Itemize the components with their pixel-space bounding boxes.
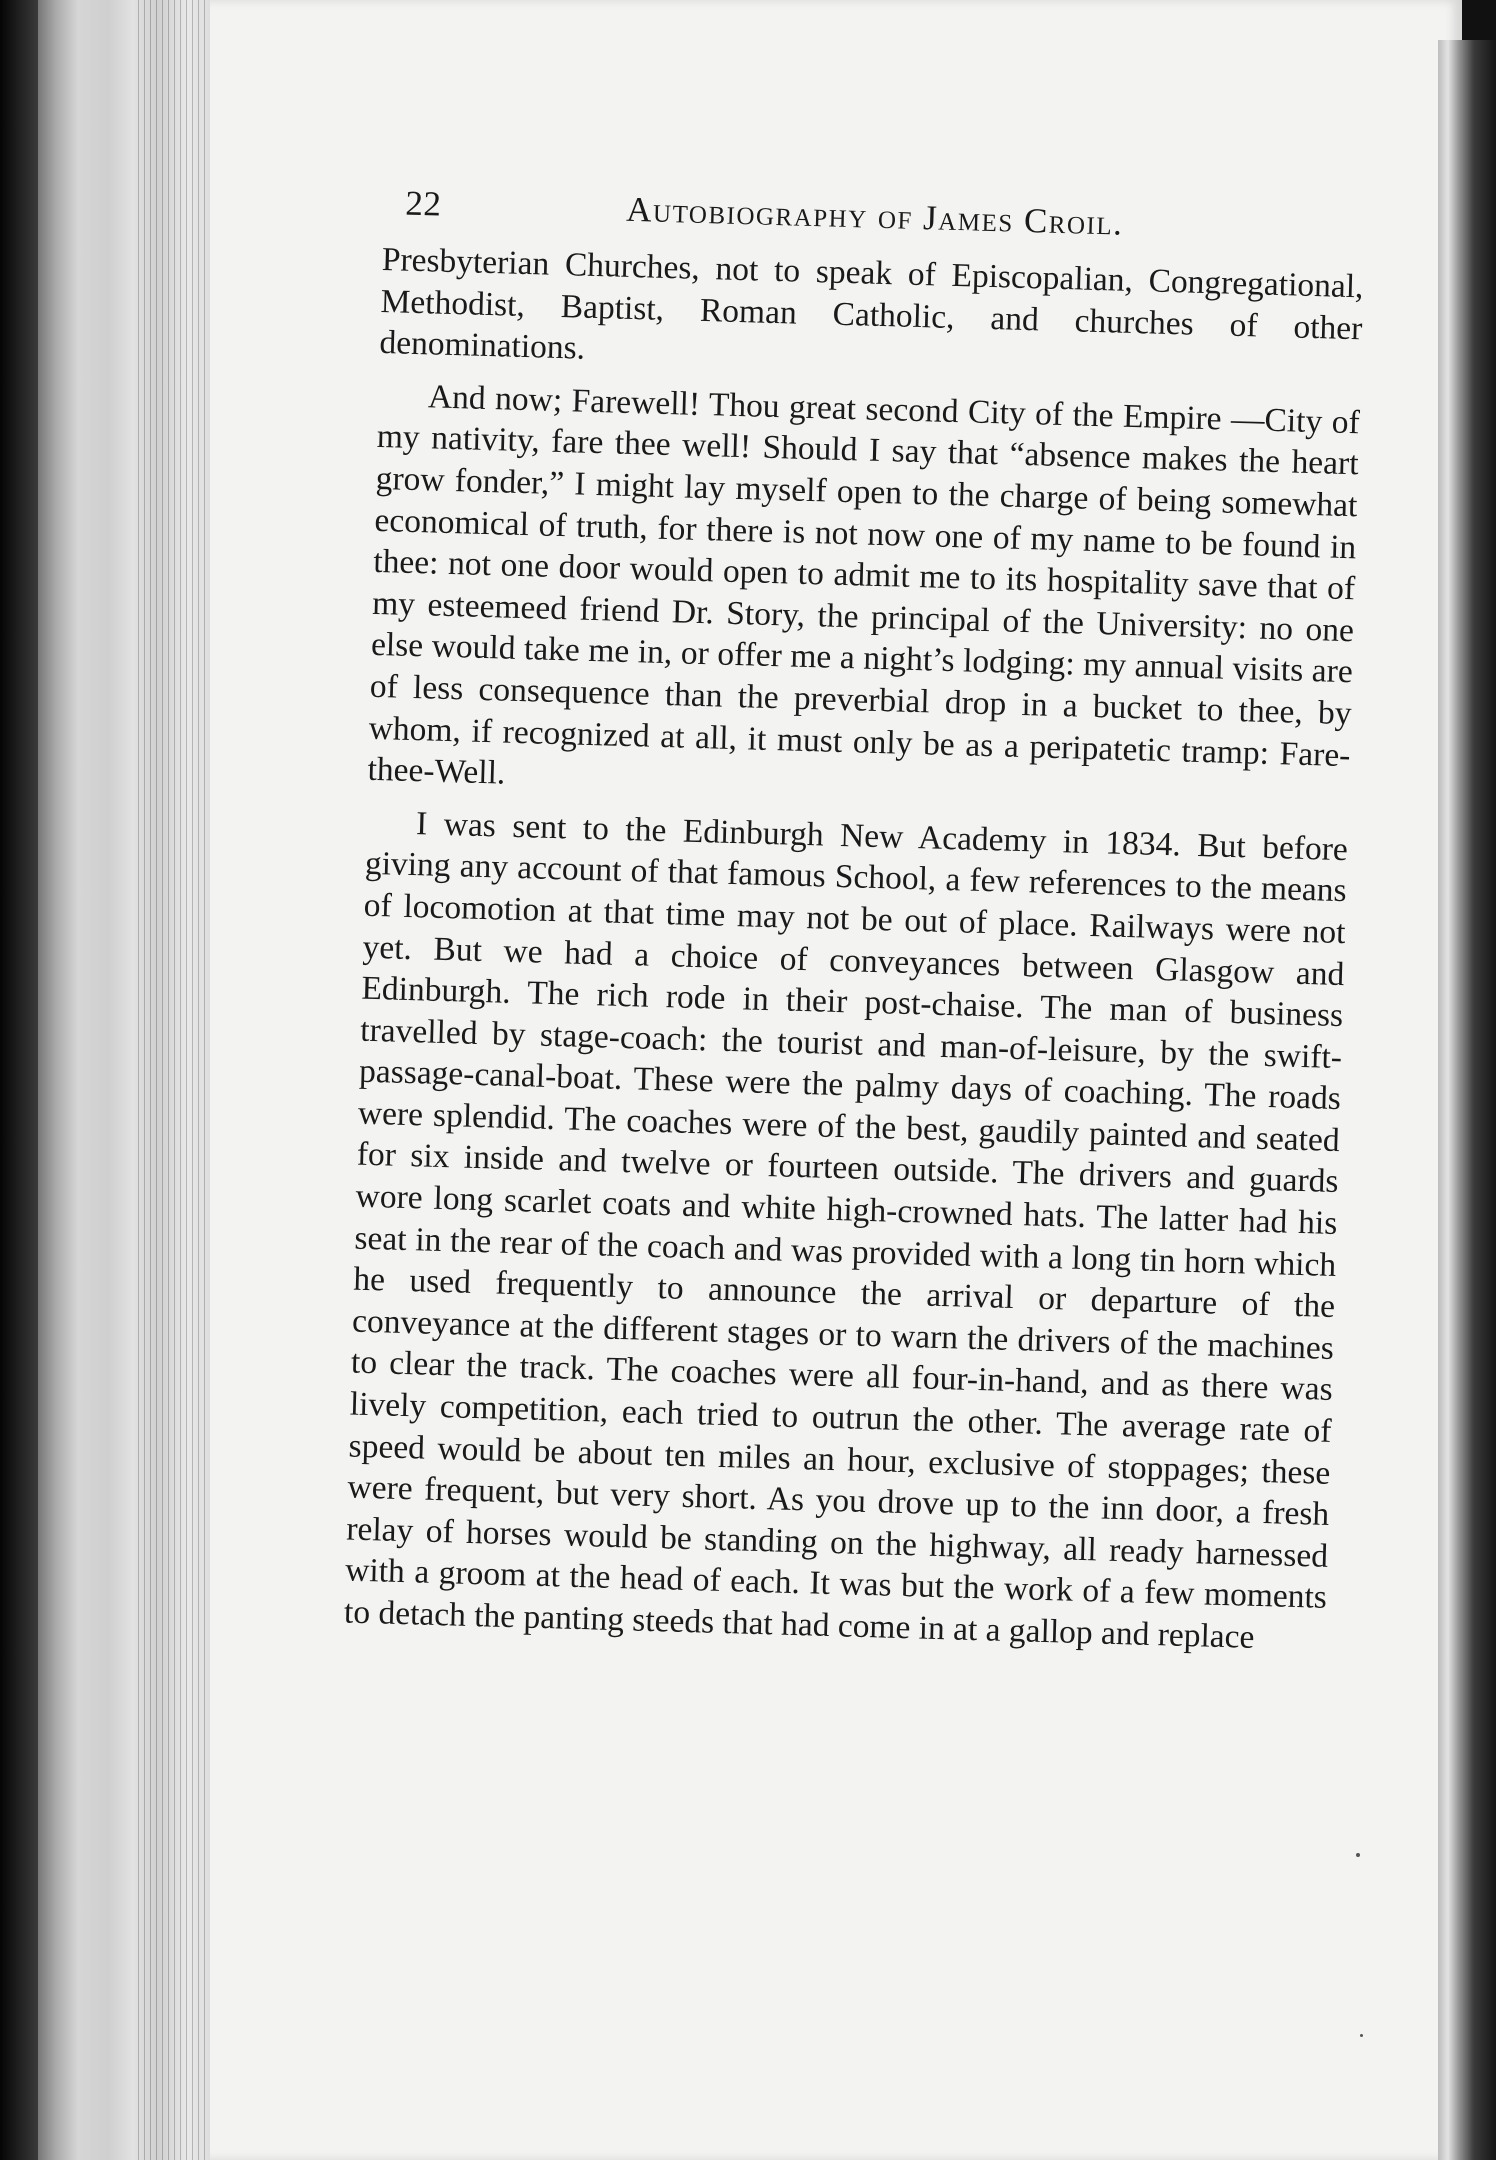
page-edge-lines [138,0,208,2160]
speck-mark [1356,1853,1360,1857]
paragraph-continued: Presbyterian Churches, not to speak of Episcopalian, Congregational, Methodist, Baptist, Roman Catholic, and churches of other denominations. [379,240,1364,367]
paragraph-farewell: And now; Farewell! Thou great second City of the Empire —City of my nativity, fare thee well! Should I say that “absence makes the heart grow fonder,” I might lay myself open to the charge of being somewhat economical of truth, for there is not now one of my name to be found in thee: not one door would open to admit me to its hospitality save that of my esteemeed friend Dr. Story, the principal of the University: no one else would take me in, or offer me a night’s lodging: my annual visits are of less consequence than the preverbial drop in a bucket to thee, by whom, if recognized at all, it must only be as a peripatetic tramp: Fare-thee-Well. [367,378,1361,792]
book-spine-shadow [0,0,38,2160]
paragraph-academy: I was sent to the Edinburgh New Academy in 1834. But before giving any account of that famous School, a few references to the means of locomotion at that time may not be out of place. Railways were not yet. But we had a choice of conveyances between Glasgow and Edinburgh. The rich rode in their post-chaise. The man of business travelled by stage-coach: the tourist and man-of-leisure, by the swift-passage-canal-boat. These were the palmy days of coaching. The roads were splendid. The coaches were of the best, gaudily painted and seated for six inside and twelve or fourteen outside. The drivers and guards wore long scarlet coats and white high-crowned hats. The latter had his seat in the rear of the coach and was provided with a long tin horn which he used frequently to announce the arrival or departure of the conveyance at the different stages or to warn the drivers of the machines to clear the track. The coaches were all four-in-hand, and as there was lively competition, each tried to outrun the other. The average rate of speed would be about ten miles an hour, exclusive of stoppages; these were frequent, but very short. As you drove up to the inn door, a fresh relay of horses would be standing on the highway, all ready harnessed with a groom at the head of each. It was but the work of a few moments to detach the panting steeds that had come in at a gallop and replace [343,804,1349,1656]
page-text-block [343,183,1365,1660]
left-page-edges [38,0,213,2160]
running-title: Autobiography of James Croil. [625,189,1124,243]
right-page-edges [1438,40,1496,2160]
page-number: 22 [404,183,442,224]
speck-mark [1360,2034,1363,2037]
